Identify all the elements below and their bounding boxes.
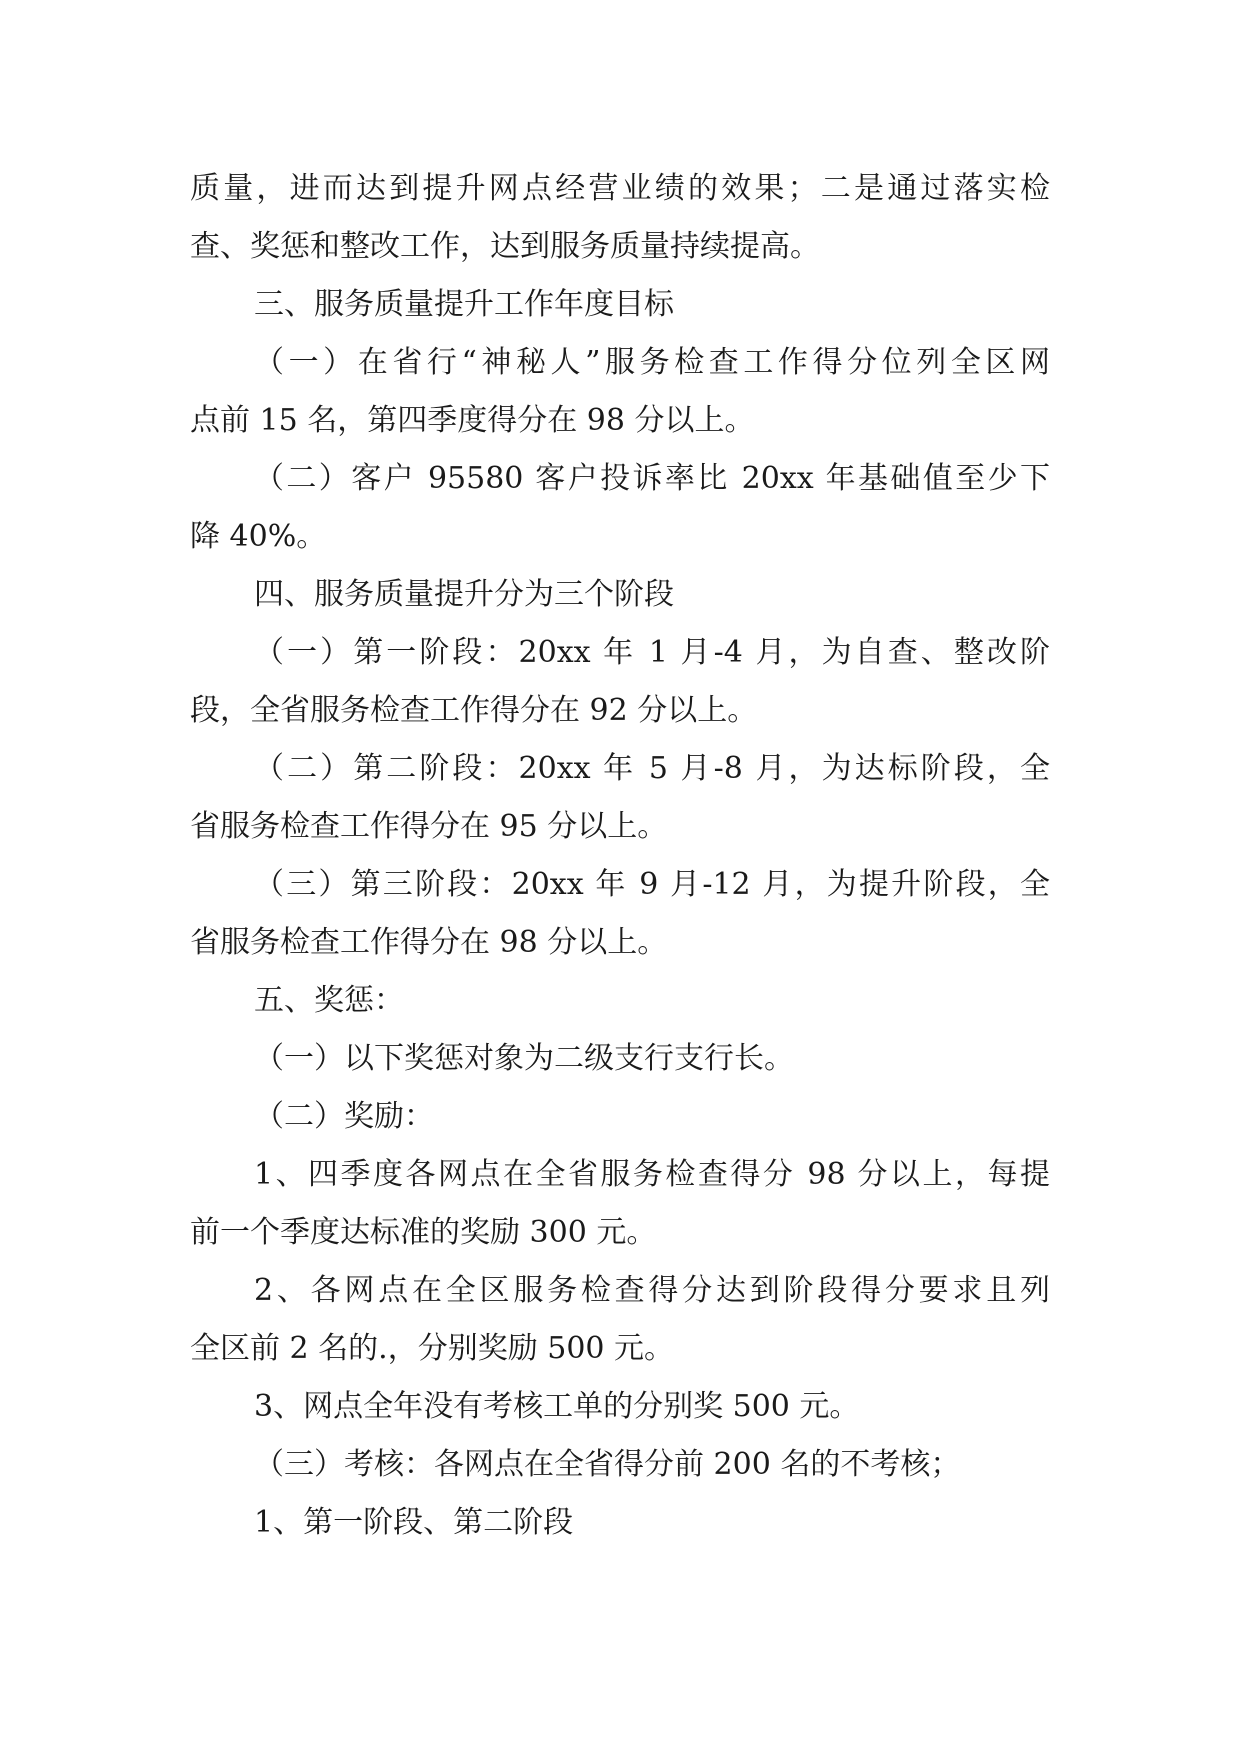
text-line: （三）考核：各网点在全省得分前 200 名的不考核； <box>254 1447 961 1482</box>
text-line: 2、各网点在全区服务检查得分达到阶段得分要求且列 <box>254 1273 1050 1308</box>
text-line: （二）奖励： <box>254 1099 434 1134</box>
text-line: （一）以下奖惩对象为二级支行支行长。 <box>254 1041 794 1076</box>
text-line: 点前 15 名，第四季度得分在 98 分以上。 <box>190 403 755 438</box>
document-page <box>190 160 1050 1552</box>
text-line: （三）第三阶段：20xx 年 9 月-12 月，为提升阶段，全 <box>254 867 1050 902</box>
text-line: （二）客户 95580 客户投诉率比 20xx 年基础值至少下 <box>254 461 1050 496</box>
text-line: 省服务检查工作得分在 98 分以上。 <box>190 925 668 960</box>
text-line: 全区前 2 名的.，分别奖励 500 元。 <box>190 1331 675 1366</box>
text-line: 3、网点全年没有考核工单的分别奖 500 元。 <box>254 1389 860 1424</box>
text-line: 五、奖惩： <box>254 983 404 1018</box>
text-line: 省服务检查工作得分在 95 分以上。 <box>190 809 668 844</box>
text-line: 1、第一阶段、第二阶段 <box>254 1505 574 1540</box>
text-line: 查、奖惩和整改工作，达到服务质量持续提高。 <box>190 229 820 264</box>
text-line: 四、服务质量提升分为三个阶段 <box>254 577 674 612</box>
text-line: （二）第二阶段：20xx 年 5 月-8 月，为达标阶段，全 <box>254 751 1050 786</box>
text-line: 1、四季度各网点在全省服务检查得分 98 分以上，每提 <box>254 1157 1050 1192</box>
text-line: 三、服务质量提升工作年度目标 <box>254 287 674 322</box>
text-line: 质量，进而达到提升网点经营业绩的效果；二是通过落实检 <box>190 171 1050 206</box>
text-line: （一）第一阶段：20xx 年 1 月-4 月，为自查、整改阶 <box>254 635 1050 670</box>
text-line: 段，全省服务检查工作得分在 92 分以上。 <box>190 693 758 728</box>
text-line: 前一个季度达标准的奖励 300 元。 <box>190 1215 657 1250</box>
text-line: 降 40%。 <box>190 519 327 554</box>
text-line: （一）在省行“神秘人”服务检查工作得分位列全区网 <box>254 345 1050 380</box>
